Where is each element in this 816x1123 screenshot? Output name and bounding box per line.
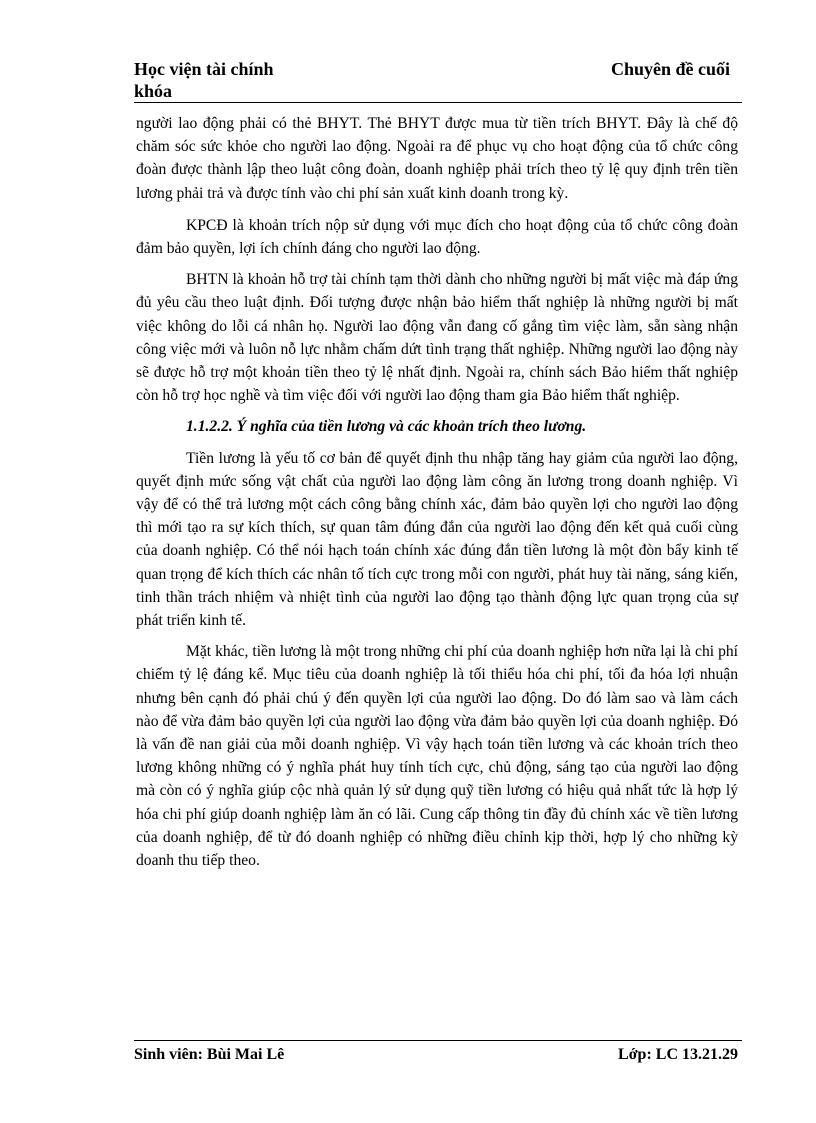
paragraph-bhyt-continued: người lao động phải có thẻ BHYT. Thẻ BHYT được mua từ tiền trích BHYT. Đây là chế độ chăm sóc sức khỏe cho người lao động. Ngoài ra để phục vụ cho hoạt động của tổ chức công đoàn được thành lập theo luật công đoàn, doanh nghiệp phải trích theo tỷ lệ quy định trên tiền lương phải trả và được tính vào chi phí sản xuất kinh doanh trong kỳ. (136, 115, 738, 202)
header-document-type: Chuyên đề cuối (610, 59, 730, 79)
section-heading: 1.1.2.2. Ý nghĩa của tiền lương và các khoản trích theo lương. (186, 418, 587, 436)
footer-student: Sinh viên: Bùi Mai Lê (134, 1046, 285, 1063)
paragraph-kpcd: KPCĐ là khoản trích nộp sử dụng với mục đích cho hoạt động của tổ chức công đoàn đảm bảo quyền, lợi ích chính đáng cho người lao động. (136, 216, 738, 258)
page-footer (134, 1040, 742, 1071)
paragraph-salary-meaning: Tiền lương là yếu tố cơ bản để quyết định thu nhập tăng hay giảm của người lao động, quyết định mức sống vật chất của người lao động làm công ăn lương trong doanh nghiệp. Vì vậy để có thể trả lương một cách công bằng chính xác, đảm bảo quyền lợi cho người lao động thì mới tạo ra sự kích thích, sự quan tâm đúng đắn của người lao động đến kết quả cuối cùng của doanh nghiệp. Có thể nói hạch toán chính xác đúng đắn tiền lương là một đòn bẩy kinh tế quan trọng để kích thích các nhân tố tích cực trong mỗi con người, phát huy tài năng, sáng kiến, tinh thần trách nhiệm và nhiệt tình của người lao động tạo thành động lực quan trọng của sự phát triển kinh tế. (136, 449, 738, 630)
header-institution-line1: Học viện tài chính (134, 59, 274, 79)
paragraph-bhtn: BHTN là khoản hỗ trợ tài chính tạm thời dành cho những người bị mất việc mà đáp ứng đủ yêu cầu theo luật định. Đối tượng được nhận bảo hiểm thất nghiệp là những người bị mất việc không do lỗi cá nhân họ. Người lao động vẫn đang cố gắng tìm việc làm, sẵn sàng nhận công việc mới và luôn nỗ lực nhằm chấm dứt tình trạng thất nghiệp. Những người lao động này sẽ được hỗ trợ một khoản tiền theo tỷ lệ nhất định. Ngoài ra, chính sách Bảo hiểm thất nghiệp còn hỗ trợ học nghề và tìm việc đối với người lao động tham gia Bảo hiểm thất nghiệp. (136, 271, 738, 405)
paragraph-salary-cost: Mặt khác, tiền lương là một trong những chi phí của doanh nghiệp hơn nữa lại là chi phí chiếm tỷ lệ đáng kể. Mục tiêu của doanh nghiệp là tối thiểu hóa chi phí, tối đa hóa lợi nhuận nhưng bên cạnh đó phải chú ý đến quyền lợi của người lao động. Do đó làm sao và làm cách nào để vừa đảm bảo quyền lợi của người lao động vừa đảm bảo quyền lợi của doanh nghiệp. Đó là vấn đề nan giải của mỗi doanh nghiệp. Vì vậy hạch toán tiền lương và các khoản trích theo lương không những có ý nghĩa phát huy tính tích cực, chủ động, sáng tạo của người lao động mà còn có ý nghĩa giúp cộc nhà quản lý sử dụng quỹ tiền lương có hiệu quả nhất tức là hợp lý hóa chi phí giúp doanh nghiệp làm ăn có lãi. Cung cấp thông tin đầy đủ chính xác về tiền lương của doanh nghiệp, để từ đó doanh nghiệp có những điều chỉnh kịp thời, hợp lý cho những kỳ doanh thu tiếp theo. (136, 643, 738, 870)
header-institution-line2: khóa (134, 81, 173, 101)
document-body (136, 112, 738, 880)
page-header (134, 58, 742, 103)
footer-class: Lớp: LC 13.21.29 (618, 1046, 738, 1063)
header-institution (134, 58, 274, 102)
